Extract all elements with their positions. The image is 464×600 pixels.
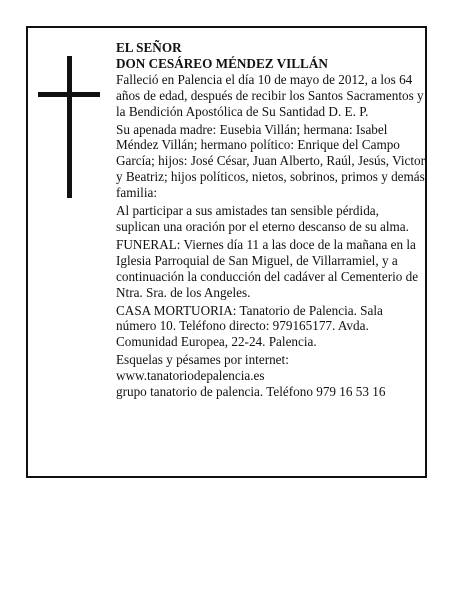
family-list: Su apenada madre: Eusebia Villán; hermana: Isabel Méndez Villán; hermano político: Enrique del Campo García; hijos: José César, Juan Alberto, Raúl, Jesús, Victor y Beatriz; hijos políticos, nietos, sobrinos, primos y demás familia:: [116, 121, 426, 201]
website-link[interactable]: www.tanatoriodepalencia.es: [116, 368, 265, 384]
obituary-notice: [26, 26, 427, 478]
funeral-home: CASA MORTUORIA: Tanatorio de Palencia. Sala número 10. Teléfono directo: 979165177. Avda. Comunidad Europea, 22-24. Palencia.: [116, 302, 383, 350]
cross-icon: [38, 56, 100, 198]
cross-horizontal-bar: [38, 92, 100, 97]
death-notice: Falleció en Palencia el día 10 de mayo de 2012, a los 64 años de edad, después de recibir los Santos Sacramentos y la Bendición Apostólica de Su Santidad D. E. P.: [116, 71, 424, 119]
contact-phone: grupo tanatorio de palencia. Teléfono 979 16 53 16: [116, 384, 386, 400]
deceased-name: DON CESÁREO MÉNDEZ VILLÁN: [116, 55, 328, 71]
funeral-details: FUNERAL: Viernes día 11 a las doce de la mañana en la Iglesia Parroquial de San Miguel, de Villarramiel, y a continuación la conducción del cadáver al Cementerio de Ntra. Sra. de los Angeles.: [116, 236, 419, 300]
online-condolences-label: Esquelas y pésames por internet:: [116, 352, 289, 368]
cross-vertical-bar: [67, 56, 72, 198]
prayer-request: Al participar a sus amistades tan sensible pérdida, suplican una oración por el eterno descanso de su alma.: [116, 203, 409, 234]
obituary-text: [116, 40, 426, 400]
obituary-title: EL SEÑOR: [116, 40, 182, 55]
